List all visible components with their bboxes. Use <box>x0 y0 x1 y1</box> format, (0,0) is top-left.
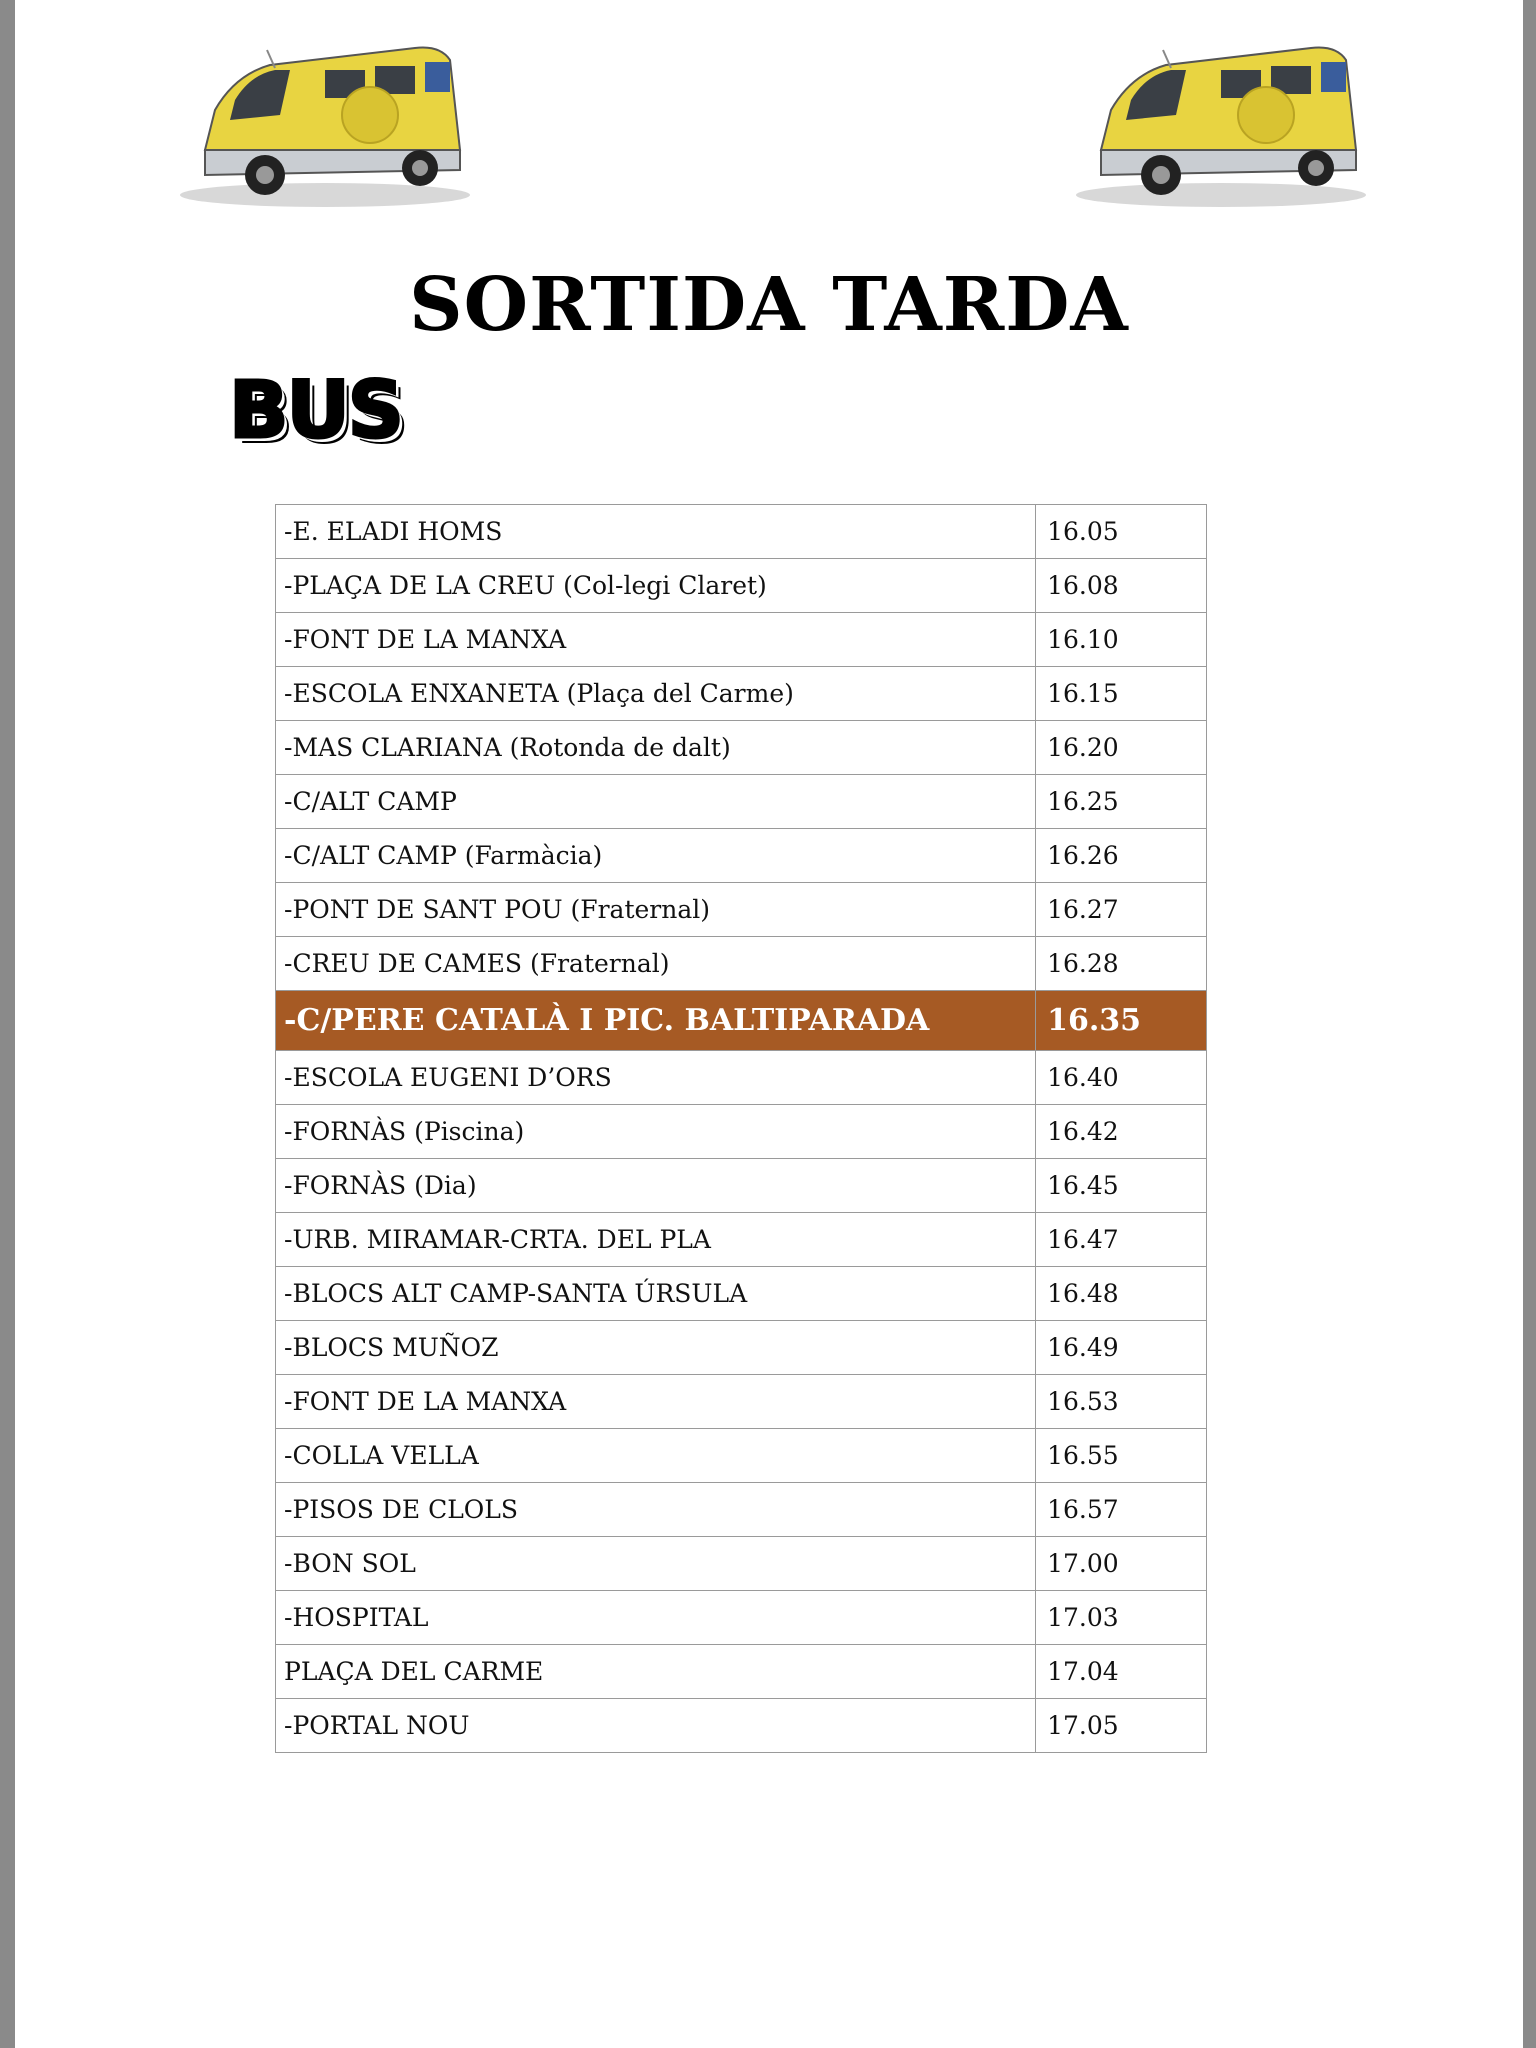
stop-name-cell: -PORTAL NOU <box>276 1699 1036 1753</box>
table-row <box>276 721 1207 775</box>
table-row <box>276 613 1207 667</box>
page-title: SORTIDA TARDA <box>409 262 1129 348</box>
departure-time-cell: 16.55 <box>1036 1429 1207 1483</box>
departure-time-cell: 17.04 <box>1036 1645 1207 1699</box>
departure-time-cell: 16.28 <box>1036 937 1207 991</box>
table-row <box>276 1321 1207 1375</box>
stop-name-cell: -PLAÇA DE LA CREU (Col-legi Claret) <box>276 559 1036 613</box>
table-row <box>276 775 1207 829</box>
table-row <box>276 1483 1207 1537</box>
stop-name-cell: -FONT DE LA MANXA <box>276 1375 1036 1429</box>
stop-name-cell: -ESCOLA ENXANETA (Plaça del Carme) <box>276 667 1036 721</box>
departure-time-cell: 16.48 <box>1036 1267 1207 1321</box>
table-row-highlighted <box>276 991 1207 1051</box>
table-row <box>276 1699 1207 1753</box>
departure-time-cell: 16.08 <box>1036 559 1207 613</box>
table-row <box>276 1537 1207 1591</box>
departure-time-cell: 16.35 <box>1036 991 1207 1051</box>
table-row <box>276 1375 1207 1429</box>
schedule-table-body <box>276 505 1207 1753</box>
table-row <box>276 505 1207 559</box>
departure-time-cell: 16.45 <box>1036 1159 1207 1213</box>
stop-name-cell: -E. ELADI HOMS <box>276 505 1036 559</box>
stop-name-cell: -FORNÀS (Dia) <box>276 1159 1036 1213</box>
stop-name-cell: -FORNÀS (Piscina) <box>276 1105 1036 1159</box>
table-row <box>276 883 1207 937</box>
departure-time-cell: 16.05 <box>1036 505 1207 559</box>
departure-time-cell: 17.03 <box>1036 1591 1207 1645</box>
departure-time-cell: 16.57 <box>1036 1483 1207 1537</box>
bus-van-image-right <box>1071 30 1371 210</box>
stop-name-cell: PLAÇA DEL CARME <box>276 1645 1036 1699</box>
departure-time-cell: 16.27 <box>1036 883 1207 937</box>
departure-time-cell: 16.53 <box>1036 1375 1207 1429</box>
table-row <box>276 1591 1207 1645</box>
table-row <box>276 937 1207 991</box>
stop-name-cell: -C/ALT CAMP <box>276 775 1036 829</box>
table-row <box>276 559 1207 613</box>
table-row <box>276 1645 1207 1699</box>
stop-name-cell: -FONT DE LA MANXA <box>276 613 1036 667</box>
document-page <box>15 0 1523 2048</box>
stop-name-cell: -PONT DE SANT POU (Fraternal) <box>276 883 1036 937</box>
stop-name-cell: -CREU DE CAMES (Fraternal) <box>276 937 1036 991</box>
departure-time-cell: 17.00 <box>1036 1537 1207 1591</box>
schedule-table <box>275 504 1207 1753</box>
stop-name-cell: -C/ALT CAMP (Farmàcia) <box>276 829 1036 883</box>
stop-name-cell: -BLOCS ALT CAMP-SANTA ÚRSULA <box>276 1267 1036 1321</box>
departure-time-cell: 16.26 <box>1036 829 1207 883</box>
departure-time-cell: 16.20 <box>1036 721 1207 775</box>
table-row <box>276 1051 1207 1105</box>
stop-name-cell: -COLLA VELLA <box>276 1429 1036 1483</box>
stop-name-cell: -BON SOL <box>276 1537 1036 1591</box>
stop-name-cell: -ESCOLA EUGENI D’ORS <box>276 1051 1036 1105</box>
departure-time-cell: 17.05 <box>1036 1699 1207 1753</box>
departure-time-cell: 16.49 <box>1036 1321 1207 1375</box>
departure-time-cell: 16.25 <box>1036 775 1207 829</box>
table-row <box>276 1429 1207 1483</box>
departure-time-cell: 16.42 <box>1036 1105 1207 1159</box>
departure-time-cell: 16.47 <box>1036 1213 1207 1267</box>
stop-name-cell: -HOSPITAL <box>276 1591 1036 1645</box>
departure-time-cell: 16.40 <box>1036 1051 1207 1105</box>
stop-name-cell: -PISOS DE CLOLS <box>276 1483 1036 1537</box>
table-row <box>276 1213 1207 1267</box>
departure-time-cell: 16.15 <box>1036 667 1207 721</box>
table-row <box>276 1105 1207 1159</box>
stop-name-cell: -BLOCS MUÑOZ <box>276 1321 1036 1375</box>
stop-name-cell: -MAS CLARIANA (Rotonda de dalt) <box>276 721 1036 775</box>
bus-van-image-left <box>175 30 475 210</box>
stop-name-cell: -URB. MIRAMAR-CRTA. DEL PLA <box>276 1213 1036 1267</box>
table-row <box>276 829 1207 883</box>
stop-name-cell: -C/PERE CATALÀ I PIC. BALTIPARADA <box>276 991 1036 1051</box>
table-row <box>276 1159 1207 1213</box>
table-row <box>276 667 1207 721</box>
departure-time-cell: 16.10 <box>1036 613 1207 667</box>
bus-heading: BUS <box>229 366 402 456</box>
table-row <box>276 1267 1207 1321</box>
